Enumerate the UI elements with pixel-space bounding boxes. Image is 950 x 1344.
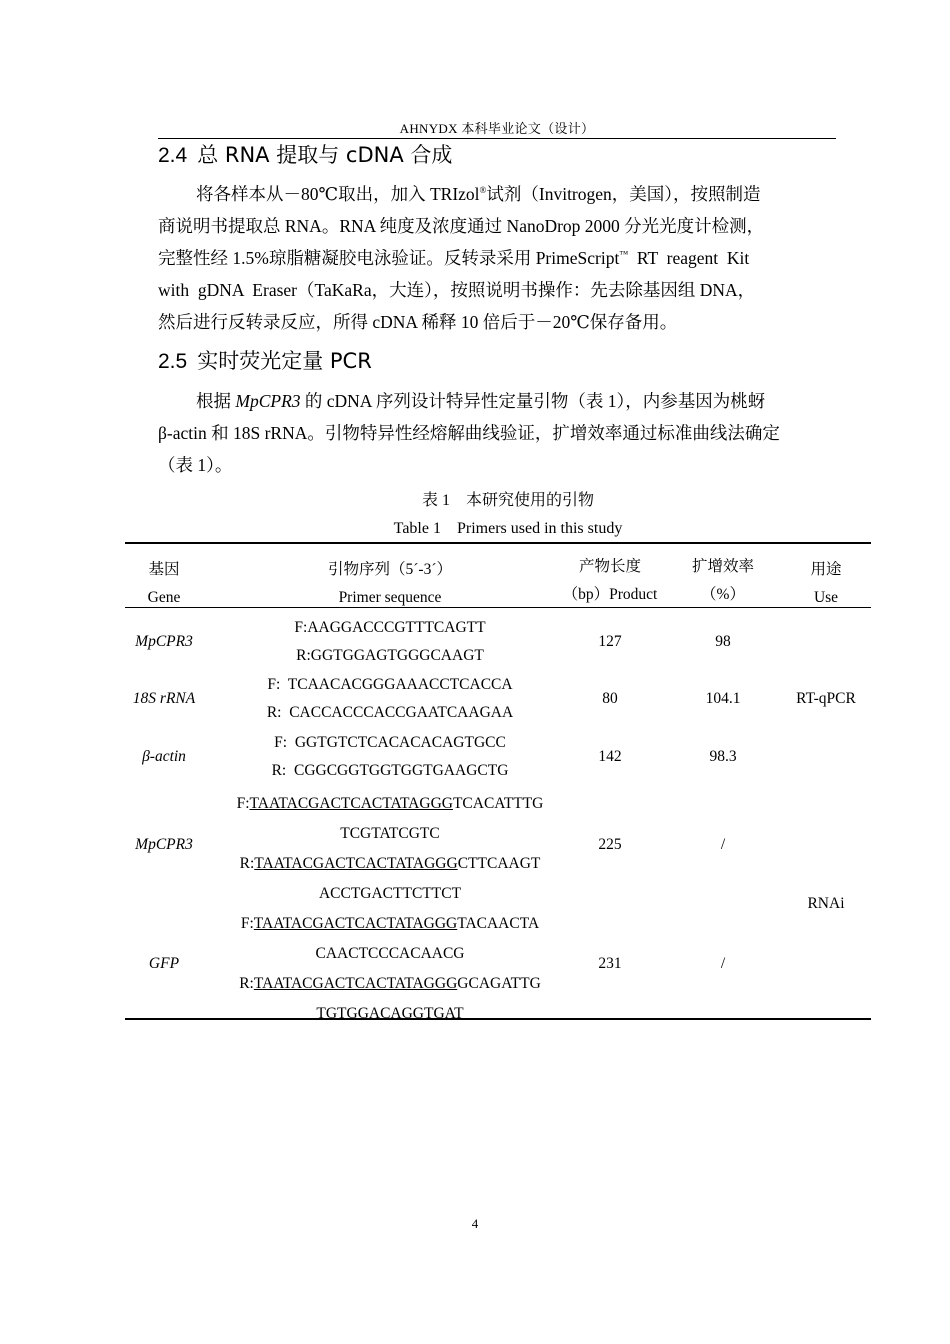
strand-label: R:	[239, 855, 255, 872]
primer-forward: F:AAGGACCCGTTTCAGTT	[294, 619, 486, 636]
primer-tail: TCACATTTG	[452, 795, 544, 812]
section-heading-2-4	[158, 139, 452, 169]
paragraph-line: 然后进行反转录反应，所得 cDNA 稀释 10 倍后于－20℃保存备用。	[158, 312, 678, 332]
section-title: 实时荧光定量 PCR	[197, 349, 372, 373]
t7-promoter: TAATACGACTCACTATAGGG	[249, 795, 453, 812]
table-cell-use: RT-qPCR	[796, 690, 856, 707]
strand-label: F:	[240, 915, 254, 932]
paragraph-2-5	[158, 385, 838, 481]
header-text: 引物序列（5´-3´）	[328, 561, 452, 578]
text-run: 根据	[196, 391, 236, 411]
primer-forward	[203, 909, 577, 939]
primer-reverse	[203, 849, 577, 879]
t7-promoter: TAATACGACTCACTATAGGG	[253, 915, 458, 932]
header-gene	[125, 556, 203, 612]
header-text: （%）	[701, 586, 745, 603]
t7-promoter: TAATACGACTCACTATAGGG	[254, 855, 458, 872]
primer-tail: CTTCAAGT	[457, 855, 541, 872]
header-length	[560, 553, 660, 609]
table-cell-sequence	[203, 909, 577, 1029]
header-text: 扩增效率	[691, 558, 754, 575]
primer-forward: F: TCAACACGGGAAACCTCACCA	[267, 676, 513, 693]
paragraph-line	[158, 242, 838, 274]
table-cell-gene: GFP	[148, 955, 180, 972]
table-cell-sequence	[203, 789, 577, 909]
section-number: 2.4	[158, 144, 188, 167]
paragraph-line: 商说明书提取总 RNA。RNA 纯度及浓度通过 NanoDrop 2000 分光光度计检测，	[158, 216, 765, 236]
header-efficiency	[673, 553, 773, 609]
section-title: 总 RNA 提取与 cDNA 合成	[197, 143, 453, 167]
paragraph-line: β-actin 和 18S rRNA。引物特异性经熔解曲线验证，扩增效率通过标准曲线法确定	[158, 423, 780, 443]
table-cell-length: 127	[598, 633, 622, 650]
trademark-mark: ™	[619, 249, 629, 259]
table-cell-gene: 18S rRNA	[132, 690, 196, 707]
table-cell-gene: MpCPR3	[135, 836, 193, 853]
primer-reverse: R:GGTGGAGTGGGCAAGT	[296, 647, 484, 664]
primer-reverse-continued: TGTGGACAGGTGAT	[316, 1005, 464, 1022]
primer-reverse: R: CGGCGGTGGTGGTGAAGCTG	[271, 762, 509, 779]
primer-forward-continued: CAACTCCCACAACG	[315, 945, 465, 962]
section-number: 2.5	[158, 350, 188, 373]
table-cell-length: 80	[602, 690, 618, 707]
gene-name: MpCPR3	[235, 391, 301, 411]
table-caption-cn: 表 1 本研究使用的引物	[421, 492, 594, 509]
header-text: Gene	[147, 589, 181, 606]
header-use	[776, 556, 876, 612]
text-run: 试剂（Invitrogen，美国），按照制造	[486, 184, 761, 204]
section-heading-2-5	[158, 345, 372, 375]
table-cell-efficiency: /	[720, 836, 726, 853]
page-number: 4	[471, 1216, 479, 1231]
table-cell-efficiency: 98	[715, 633, 731, 650]
running-header: AHNYDX 本科毕业论文（设计）	[158, 118, 836, 139]
primer-forward-continued: TCGTATCGTC	[340, 825, 440, 842]
text-run: 完整性经 1.5%琼脂糖凝胶电泳验证。反转录采用 PrimeScript	[158, 248, 620, 268]
primer-forward: F: GGTGTCTCACACACAGTGCC	[274, 734, 506, 751]
primer-reverse-continued: ACCTGACTTCTTCT	[318, 885, 462, 902]
header-text: Use	[813, 589, 839, 606]
primer-reverse: R: CACCACCCACCGAATCAAGAA	[266, 704, 514, 721]
table-cell-efficiency: 104.1	[705, 690, 741, 707]
table-cell-sequence	[203, 671, 577, 727]
header-text: 基因	[148, 561, 180, 578]
table-cell-length: 142	[598, 748, 622, 765]
t7-promoter: TAATACGACTCACTATAGGG	[253, 975, 458, 992]
table-cell-length: 225	[598, 836, 622, 853]
table-cell-efficiency: 98.3	[709, 748, 737, 765]
header-text: （bp）Product	[562, 586, 658, 603]
text-run: 的 cDNA 序列设计特异性定量引物（表 1），内参基因为桃蚜	[300, 391, 766, 411]
table-cell-length: 231	[598, 955, 622, 972]
text-run: RT reagent Kit	[628, 248, 750, 268]
paragraph-line: （表 1）。	[158, 455, 233, 475]
table-cell-gene: MpCPR3	[135, 633, 193, 650]
primer-forward	[203, 789, 577, 819]
header-sequence	[203, 556, 577, 612]
paragraph-line: with gDNA Eraser（TaKaRa，大连），按照说明书操作：先去除基因组 DNA，	[158, 280, 756, 300]
primer-reverse	[203, 969, 577, 999]
paragraph-line	[158, 385, 838, 417]
primer-tail: TACAACTA	[457, 915, 540, 932]
header-text: Primer sequence	[338, 589, 442, 606]
table-caption-en: Table 1 Primers used in this study	[393, 520, 623, 537]
primer-tail: GCAGATTG	[457, 975, 541, 992]
header-text: 用途	[810, 561, 842, 578]
paragraph-line	[158, 178, 838, 210]
table-cell-gene: β-actin	[142, 748, 186, 765]
text-run: 将各样本从－80℃取出，加入 TRIzol	[196, 184, 480, 204]
table-cell-sequence	[203, 729, 577, 785]
strand-label: R:	[239, 975, 254, 992]
table-cell-efficiency: /	[720, 955, 726, 972]
table-cell-use: RNAi	[807, 895, 845, 912]
strand-label: F:	[236, 795, 250, 812]
header-text: 产物长度	[578, 558, 641, 575]
paragraph-2-4	[158, 178, 838, 338]
table-cell-sequence	[203, 614, 577, 670]
registered-mark: ®	[479, 185, 487, 195]
